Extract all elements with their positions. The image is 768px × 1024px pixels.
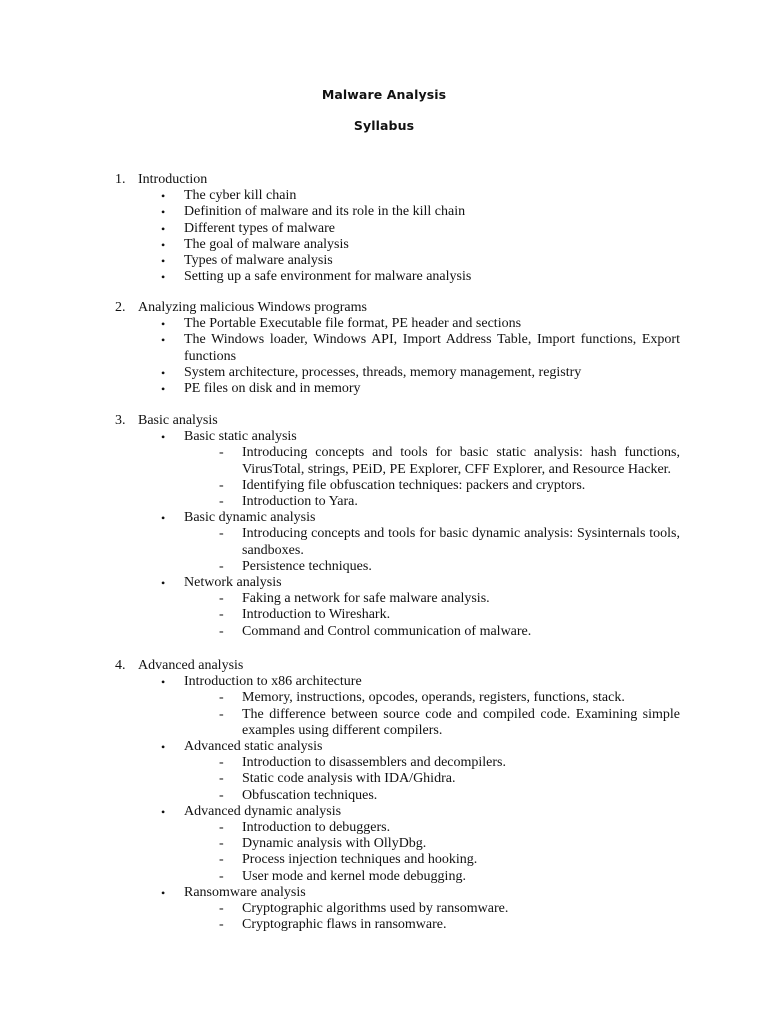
section-title: Analyzing malicious Windows programs — [138, 300, 367, 315]
list-item: • Introduction to x86 architecture — [161, 674, 362, 690]
section-introduction — [115, 172, 680, 285]
dash-icon: - — [219, 526, 224, 542]
dash-icon: - — [219, 820, 224, 836]
sub-list-item: - Faking a network for safe malware analysis. — [219, 591, 490, 607]
bullet-icon: • — [161, 254, 166, 268]
section-title: Basic analysis — [138, 413, 218, 428]
list-item: • Different types of malware — [161, 220, 335, 236]
dash-icon: - — [219, 706, 224, 722]
bullet-icon: • — [161, 365, 166, 380]
section-number: 2. — [115, 300, 126, 315]
dash-icon: - — [219, 787, 224, 803]
dash-icon: - — [219, 607, 224, 623]
list-item: • Setting up a safe environment for malware analysis — [161, 269, 472, 285]
sub-list-item: - Cryptographic flaws in ransomware. — [219, 917, 447, 933]
sub-list-item: - Memory, instructions, opcodes, operands, registers, functions, stack. — [219, 690, 625, 706]
bullet-icon: • — [161, 804, 166, 819]
dash-icon: - — [219, 917, 224, 933]
list-item: • PE files on disk and in memory — [161, 381, 361, 396]
list-item: • The Portable Executable file format, PE header and sections — [161, 316, 522, 332]
section-number: 3. — [115, 413, 126, 428]
bullet-icon: • — [161, 317, 166, 332]
sub-list-item: - Static code analysis with IDA/Ghidra. — [219, 771, 456, 787]
bullet-icon: • — [161, 885, 166, 900]
dash-icon: - — [219, 558, 224, 574]
list-item: • The cyber kill chain — [161, 188, 297, 204]
dash-icon: - — [219, 901, 224, 917]
dash-icon: - — [219, 623, 224, 639]
dash-icon: - — [219, 445, 224, 461]
document-title: Malware Analysis — [321, 87, 447, 102]
dash-icon: - — [219, 852, 224, 868]
sub-list-item: - Introducing concepts and tools for basic dynamic analysis: Sysinternals tools, sandboxes. — [219, 526, 680, 558]
section-number: 4. — [115, 658, 126, 673]
section-windows-programs — [115, 300, 680, 397]
list-item: • The goal of malware analysis — [161, 236, 349, 252]
bullet-icon: • — [161, 205, 166, 220]
bullet-icon: • — [161, 740, 166, 754]
bullet-icon: • — [161, 382, 166, 396]
dash-icon: - — [219, 591, 224, 607]
sub-list-item: - User mode and kernel mode debugging. — [219, 868, 466, 884]
list-item: • Advanced dynamic analysis — [161, 803, 342, 819]
dash-icon: - — [219, 494, 224, 509]
bullet-icon: • — [161, 333, 166, 348]
section-heading — [115, 300, 680, 316]
list-item: • Basic dynamic analysis — [161, 510, 316, 526]
bullet-icon: • — [161, 237, 166, 252]
bullet-icon: • — [161, 221, 166, 236]
bullet-icon: • — [161, 189, 166, 204]
section-heading — [115, 658, 680, 674]
sub-list-item: - Identifying file obfuscation techniques: packers and cryptors. — [219, 477, 586, 493]
bullet-icon: • — [161, 511, 166, 526]
sub-list-item: - Introduction to debuggers. — [219, 820, 391, 836]
list-item: • System architecture, processes, threads, memory management, registry — [161, 364, 582, 380]
sub-list-item: - Persistence techniques. — [219, 558, 372, 574]
sub-list-item: - Introduction to Wireshark. — [219, 607, 391, 623]
sub-list-item: - The difference between source code and compiled code. Examining simple examples using different compilers. — [219, 706, 680, 738]
section-heading — [115, 413, 680, 429]
dash-icon: - — [219, 755, 224, 771]
dash-icon: - — [219, 868, 224, 884]
dash-icon: - — [219, 771, 224, 787]
list-item: • Ransomware analysis — [161, 884, 306, 900]
sub-list-item: - Command and Control communication of malware. — [219, 623, 532, 639]
list-item: • Definition of malware and its role in the kill chain — [161, 204, 466, 220]
dash-icon: - — [219, 836, 224, 852]
sub-list-item: - Dynamic analysis with OllyDbg. — [219, 836, 427, 852]
sub-list-item: - Cryptographic algorithms used by ransomware. — [219, 901, 509, 917]
bullet-icon: • — [161, 430, 166, 445]
bullet-icon: • — [161, 675, 166, 690]
sub-list-item: - Process injection techniques and hooking. — [219, 852, 478, 868]
section-advanced-analysis — [115, 658, 680, 933]
document-subtitle: Syllabus — [353, 118, 415, 133]
section-number: 1. — [115, 172, 126, 187]
section-title: Introduction — [138, 172, 208, 187]
section-basic-analysis — [115, 413, 680, 640]
list-item: • Types of malware analysis — [161, 253, 333, 268]
list-item: • Network analysis — [161, 575, 282, 591]
list-item: • The Windows loader, Windows API, Import Address Table, Import functions, Export functions — [161, 332, 680, 364]
list-item: • Advanced static analysis — [161, 739, 323, 754]
section-heading — [115, 172, 680, 188]
sub-list-item: - Introduction to Yara. — [219, 494, 358, 509]
bullet-icon: • — [161, 576, 166, 591]
sub-list-item: - Obfuscation techniques. — [219, 787, 378, 803]
sub-list-item: - Introducing concepts and tools for basic static analysis: hash functions, VirusTotal, strings, PEiD, PE Explorer, CFF Explorer, and Resource Hacker. — [219, 445, 680, 477]
section-title: Advanced analysis — [138, 658, 244, 673]
bullet-icon: • — [161, 270, 166, 285]
dash-icon: - — [219, 690, 224, 706]
sub-list-item: - Introduction to disassemblers and decompilers. — [219, 755, 506, 771]
dash-icon: - — [219, 477, 224, 493]
list-item: • Basic static analysis — [161, 429, 297, 445]
